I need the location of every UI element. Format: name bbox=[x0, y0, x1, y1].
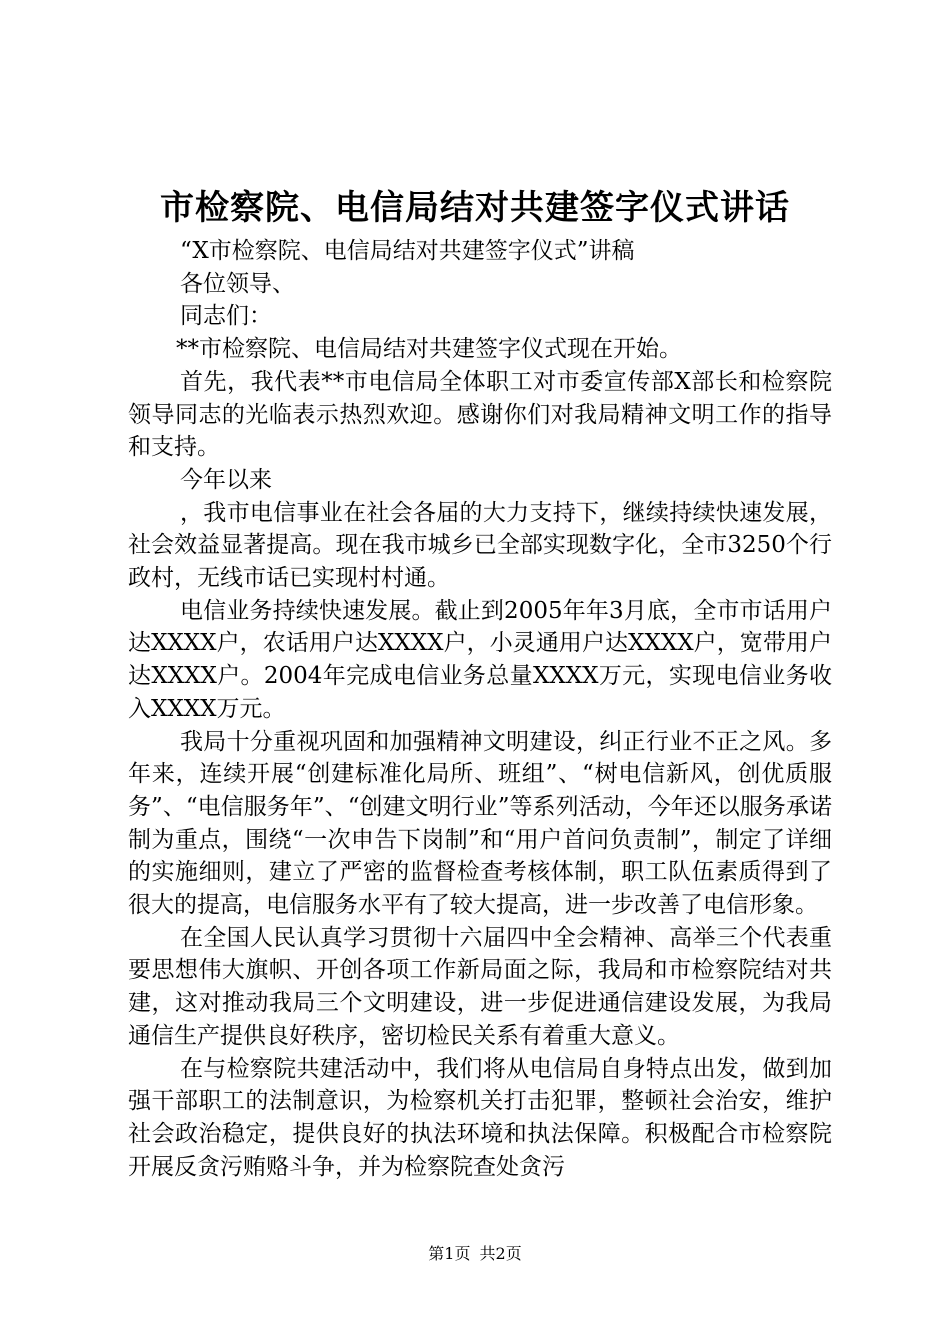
paragraph-welcome: 首先，我代表**市电信局全体职工对市委宣传部X部长和检察院领导同志的光临表示热烈欢迎。感谢你们对我局精神文明工作的指导和支持。 bbox=[128, 368, 832, 461]
paragraph-business-stats: 电信业务持续快速发展。截止到2005年年3月底，全市市话用户达XXXX户，农话用户达XXXX户，小灵通用户达XXXX户，宽带用户达XXXX户。2004年完成电信业务总量XXXX万元，实现电信业务收入XXXX万元。 bbox=[128, 597, 832, 722]
document-title: 市检察院、电信局结对共建签字仪式讲话 bbox=[160, 188, 790, 228]
page-total: 共2页 bbox=[479, 1244, 522, 1263]
paragraph-salutation-leaders: 各位领导、 bbox=[180, 270, 295, 297]
paragraph-subtitle: “X市检察院、电信局结对共建签字仪式”讲稿 bbox=[180, 238, 635, 264]
page-number: 第1页 bbox=[428, 1244, 471, 1263]
paragraph-civilization: 我局十分重视巩固和加强精神文明建设，纠正行业不正之风。多年来，连续开展“创建标准化局所、班组”、“树电信新风，创优质服务”、“电信服务年”、“创建文明行业”等系列活动，今年还以服务承诺制为重点，围绕“一次申告下岗制”和“用户首问负责制”，制定了详细的实施细则，建立了严密的监督检查考核体制，职工队伍素质得到了很大的提高，电信服务水平有了较大提高，进一步改善了电信形象。 bbox=[128, 728, 832, 919]
paragraph-salutation-comrades: 同志们： bbox=[180, 303, 272, 330]
paragraph-opening: **市检察院、电信局结对共建签字仪式现在开始。 bbox=[176, 336, 682, 363]
document-body bbox=[128, 235, 832, 1183]
paragraph-cooperation: 在与检察院共建活动中，我们将从电信局自身特点出发，做到加强干部职工的法制意识，为检察机关打击犯罪，整顿社会治安，维护社会政治稳定，提供良好的执法环境和执法保障。积极配合市检察院开展反贪污贿赂斗争，并为检察院查处贪污 bbox=[128, 1055, 832, 1180]
paragraph-development: ，我市电信事业在社会各届的大力支持下，继续持续快速发展，社会效益显著提高。现在我市城乡已全部实现数字化，全市3250个行政村，无线市话已实现村村通。 bbox=[128, 499, 832, 592]
paragraph-significance: 在全国人民认真学习贯彻十六届四中全会精神、高举三个代表重要思想伟大旗帜、开创各项工作新局面之际，我局和市检察院结对共建，这对推动我局三个文明建设，进一步促进通信建设发展，为我局通信生产提供良好秩序，密切检民关系有着重大意义。 bbox=[128, 924, 832, 1049]
paragraph-this-year: 今年以来 bbox=[180, 466, 272, 493]
page-footer bbox=[0, 1243, 950, 1265]
